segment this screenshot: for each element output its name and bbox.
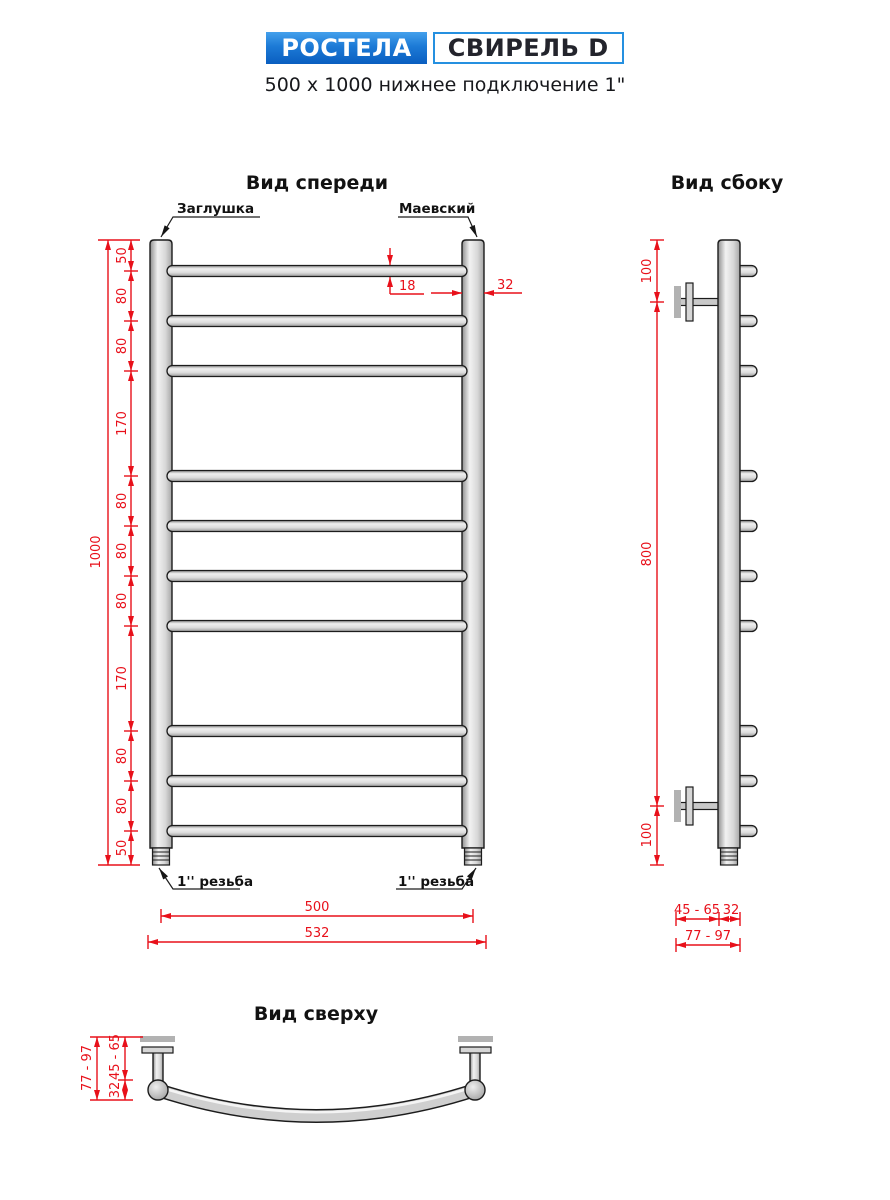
thread-label-right: 1'' резьба: [398, 874, 475, 890]
svg-text:18: 18: [399, 279, 416, 294]
height-dimension-chain: [115, 240, 138, 865]
curved-rung-top: [158, 1087, 475, 1117]
chain-dim: 50: [115, 839, 130, 857]
top-view-title: Вид сверху: [253, 1003, 379, 1025]
tube-section-right: [465, 1080, 485, 1100]
thread-label-left: 1'' резьба: [177, 874, 254, 890]
rung: [167, 776, 467, 787]
chain-dim: 50: [115, 247, 130, 264]
side-view: [640, 172, 784, 952]
rung: [167, 521, 467, 532]
svg-text:45 - 65: 45 - 65: [108, 1033, 123, 1081]
product-subtitle: 500 x 1000 нижнее подключение 1": [264, 74, 626, 96]
model-name: СВИРЕЛЬ D: [433, 32, 624, 64]
top-view: [80, 1003, 493, 1116]
right-thread: [465, 848, 482, 865]
chain-dim: 80: [115, 542, 130, 560]
rung: [167, 266, 467, 277]
plug-leader-line: [161, 217, 260, 237]
chain-dim: 170: [115, 411, 130, 436]
svg-text:32: 32: [722, 903, 740, 918]
left-tube: [150, 240, 172, 848]
svg-text:32: 32: [108, 1081, 123, 1099]
svg-text:77 - 97: 77 - 97: [684, 929, 732, 944]
left-thread: [153, 848, 170, 865]
rung: [167, 826, 467, 837]
plug-label: Заглушка: [177, 201, 255, 217]
front-view: [89, 172, 522, 949]
chain-dim: 80: [115, 592, 130, 610]
brand-logo: РОСТЕЛА: [266, 32, 426, 64]
rung: [167, 726, 467, 737]
svg-text:1000: 1000: [89, 535, 104, 569]
front-view-title: Вид спереди: [245, 172, 389, 194]
svg-text:45 - 65: 45 - 65: [673, 903, 721, 918]
rung: [167, 571, 467, 582]
top-bracket-left: [140, 1036, 175, 1085]
rung: [167, 316, 467, 327]
wall-bracket-bottom: [674, 787, 720, 825]
axis-distance-dim: [161, 900, 473, 923]
chain-dim: 80: [115, 337, 130, 355]
right-tube: [462, 240, 484, 848]
top-bracket-right: [458, 1036, 493, 1085]
overall-width-dim: [148, 926, 486, 949]
tube-section-left: [148, 1080, 168, 1100]
depth-dims: [674, 903, 740, 952]
top-depth-dims: [80, 1034, 143, 1100]
side-tube: [718, 240, 740, 848]
rung: [167, 471, 467, 482]
air-valve-label: Маевский: [399, 201, 476, 217]
chain-dim: 170: [115, 666, 130, 691]
chain-dim: 80: [115, 492, 130, 510]
side-view-title: Вид сбоку: [670, 172, 784, 194]
air-valve-leader-line: [398, 217, 477, 237]
bracket-position-dims: [640, 240, 664, 865]
svg-text:500: 500: [304, 900, 330, 915]
chain-dim: 80: [115, 287, 130, 305]
rung: [167, 366, 467, 377]
svg-text:532: 532: [304, 926, 330, 941]
rung: [167, 621, 467, 632]
svg-text:100: 100: [640, 822, 655, 848]
side-thread: [721, 848, 738, 865]
wall-bracket-top: [674, 283, 720, 321]
svg-text:800: 800: [640, 541, 655, 567]
svg-text:100: 100: [640, 258, 655, 284]
chain-dim: 80: [115, 747, 130, 765]
svg-text:32: 32: [497, 278, 514, 293]
chain-dim: 80: [115, 797, 130, 815]
svg-text:77 - 97: 77 - 97: [80, 1044, 95, 1092]
